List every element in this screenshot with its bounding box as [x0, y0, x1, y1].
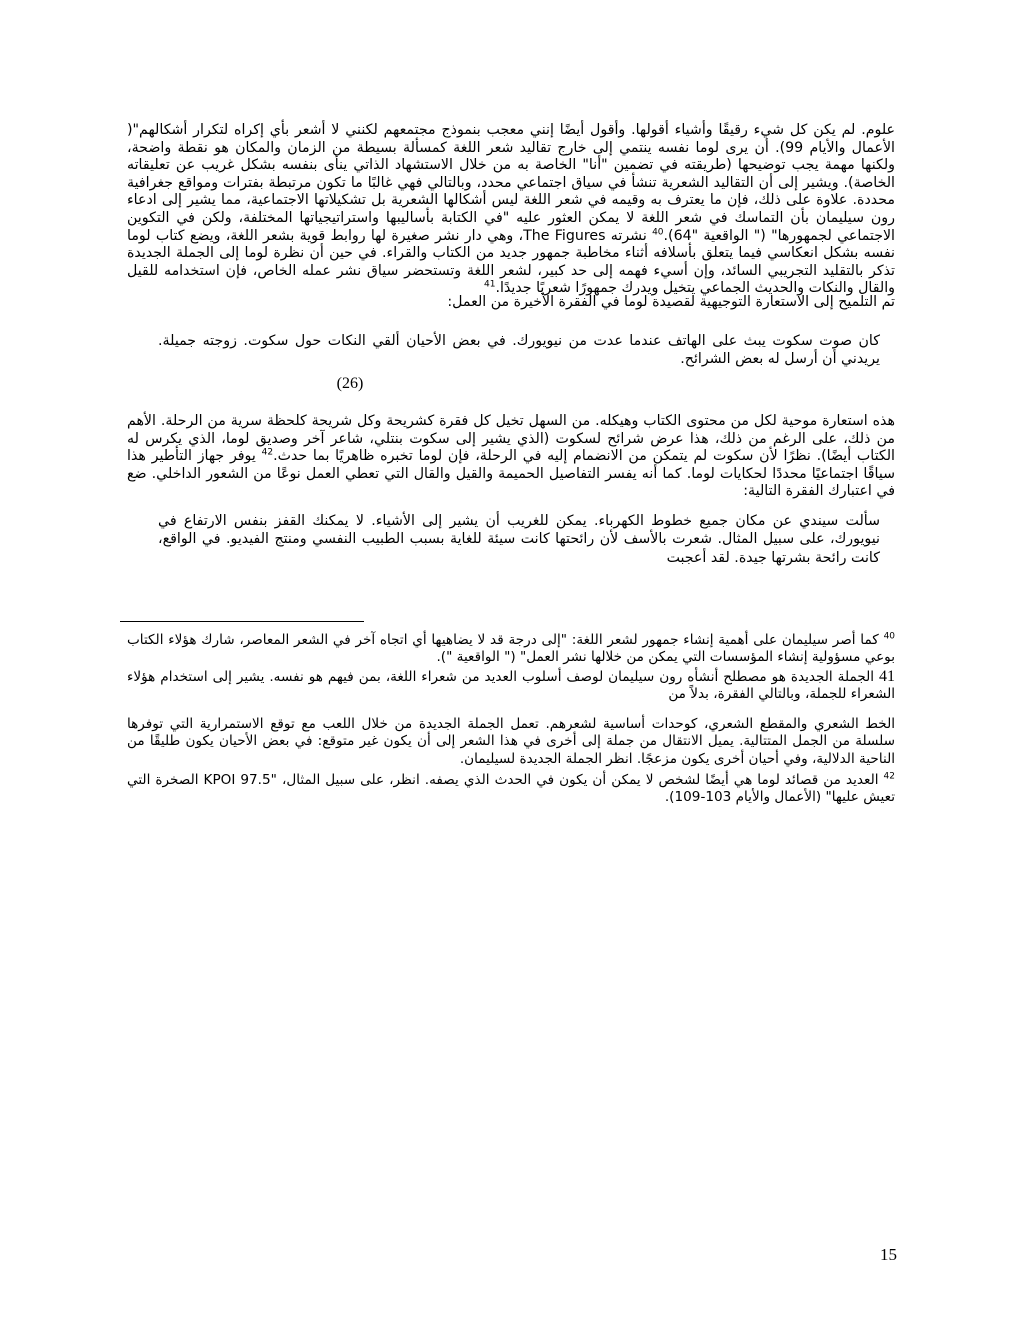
- footnote-40-text: كما أصر سيليمان على أهمية إنشاء جمهور لشعر اللغة: "إلى درجة قد لا يضاهيها أي اتجاه آخر في الشعر المعاصر، شارك هؤلاء الكتاب بوعي مسؤولية إنشاء المؤسسات التي يمكن من خلالها نشر العمل" (" الواقعية ").: [127, 632, 895, 666]
- footnote-40: [127, 632, 895, 667]
- footnote-40-number: 40: [883, 631, 896, 642]
- footnote-ref-41[interactable]: 41: [484, 279, 496, 290]
- footnote-41-continued: [127, 716, 895, 768]
- paragraph-2-text: تم التلميح إلى الاستعارة التوجيهية لقصيدة لوما في الفقرة الأخيرة من العمل:: [447, 294, 895, 310]
- footnote-41: [127, 668, 895, 704]
- paragraph-1-text: علوم. لم يكن كل شيء رقيقًا وأشياء أقولها. وأقول أيضًا إنني معجب بنموذج مجتمعهم لكنني لا أشعر بأي إكراه لتكرار أشكالهم"( الأعمال والأيام 99). أن يرى لوما نفسه ينتمي إلى خارج تقاليد شعر اللغة كمسألة بسيطة من الزمان والمكان هو نقطة واضحة، ولكنها مهمة يجب توضيحها (طريقته في تضمين "أنا" الخاصة به من خلال الاستشهاد الذاتي ينأى بنفسه بشكل غريب عن تعليقاته الخاصة). ويشير إلى أن التقاليد الشعرية تنشأ في سياق اجتماعي محدد، وبالتالي فهي غالبًا ما تكون مرتبطة بفترات ومواقع جغرافية محددة. علاوة على ذلك، فإن ما يعترف به وقيمه في شعر اللغة ليس أشكالها الشعرية بل تشكيلاتها الاجتماعية، مما يشير إلى ادعاء رون سيليمان بأن التماسك في شعر اللغة لا يمكن العثور عليه "في الكتابة بأساليبها واستراتيجياتها المختلفة، ولكن في التكوين الاجتماعي لجمهورها" (" الواقعية "64).: [127, 122, 896, 244]
- block-quote-1: [158, 332, 880, 369]
- page-number: 15: [880, 1245, 897, 1264]
- footnote-41-text: الجملة الجديدة هو مصطلح أنشأه رون سيليمان لوصف أسلوب العديد من شعراء اللغة، بمن فيهم هو نفسه. يشير إلى استخدام هؤلاء الشعراء للجملة، وبالتالي الفقرة، بدلاً من: [127, 669, 895, 703]
- footnote-42: [127, 772, 895, 807]
- body-paragraph-1: [127, 122, 895, 298]
- footnote-41-number: 41: [879, 668, 895, 685]
- body-paragraph-3: [127, 413, 895, 501]
- body-paragraph-2: [127, 294, 895, 312]
- footnote-ref-42[interactable]: 42: [261, 447, 274, 458]
- paragraph-1b-text: نشرته The Figures، وهي دار نشر صغيرة لها روابط قوية بشعر اللغة، ويضع كتاب لوما نفسه بشكل انعكاسي فيما يتعلق بأسلافه أثناء مخاطبة جمهور جديد من الكتاب والقراء. في حين أن نظرة لوما إلى الجملة الجديدة تذكر بالتقليد التجريبي السائد، وإن أسيء فهمه إلى حد كبير، لشعر اللغة وتستحضر سياق نشر عمله الخاص، فإن استخدامه للقيل والقال والنكات والحديث الجماعي يتخيل ويدرك جمهورًا شعريًا جديدًا.: [127, 227, 895, 297]
- paragraph-3b-text: يوفر جهاز التأطير هذا سياقًا اجتماعيًا محددًا لحكايات لوما. كما أنه يفسر التفاصيل الحميمة والقيل والقال التي تعطي العمل نوعًا من الشعور الداخلي. ضع في اعتبارك الفقرة التالية:: [127, 448, 895, 500]
- footnote-41-continued-text: الخط الشعري والمقطع الشعري، كوحدات أساسية لشعرهم. تعمل الجملة الجديدة من خلال اللعب مع توقع الاستمرارية التي توفرها سلسلة من الجمل المتتالية. يميل الانتقال من جملة إلى أخرى في هذا الشعر إلى أن يكون غير متوقع: في بعض الأحيان يكون طليقًا من الناحية الدلالية، وفي أحيان أخرى يكون مزعجًا. انظر الجملة الجديدة لسيليمان.: [127, 716, 895, 767]
- paragraph-3a-text: هذه استعارة موحية لكل من محتوى الكتاب وهيكله. من السهل تخيل كل فقرة كشريحة وكل شريحة كلحظة سرية من الرحلة. الأهم من ذلك، على الرغم من ذلك، هذا عرض شرائح لسكوت (الذي يشير إلى سكوت بنتلي، شاعر آخر وصديق لوما، الذي يكرس له الكتاب أيضًا). نظرًا لأن سكوت لم يتمكن من الانضمام إليه في الرحلة، فإن لوما تخبره ظاهريًا بما حدث.: [127, 413, 895, 465]
- quote-1-text: كان صوت سكوت يبث على الهاتف عندما عدت من نيويورك. في بعض الأحيان ألقي النكات حول سكوت. زوجته جميلة. يريدني أن أرسل له بعض الشرائح.: [158, 333, 880, 368]
- footnote-separator: [120, 621, 364, 622]
- block-quote-2: [158, 512, 880, 567]
- quote-1-citation: (26): [336, 375, 364, 392]
- quote-2-text: سألت سيندي عن مكان جميع خطوط الكهرباء. يمكن للغريب أن يشير إلى الأشياء. لا يمكنك القفز بنفس الارتفاع في نيويورك، على سبيل المثال. شعرت بالأسف لأن رائحتها كانت سيئة للغاية بسبب الطبيب النفسي ومنتج الفيديو. في الواقع، كانت رائحة بشرتها جيدة. لقد أعجبت: [158, 513, 880, 566]
- footnote-42-text: العديد من قصائد لوما هي أيضًا لشخص لا يمكن أن يكون في الحدث الذي يصفه. انظر، على سبيل المثال، "KPOI 97.5 الصخرة التي تعيش عليها" (الأعمال والأيام 103-109).: [127, 772, 895, 806]
- footnote-42-number: 42: [883, 771, 895, 782]
- footnote-ref-40[interactable]: 40: [652, 226, 664, 237]
